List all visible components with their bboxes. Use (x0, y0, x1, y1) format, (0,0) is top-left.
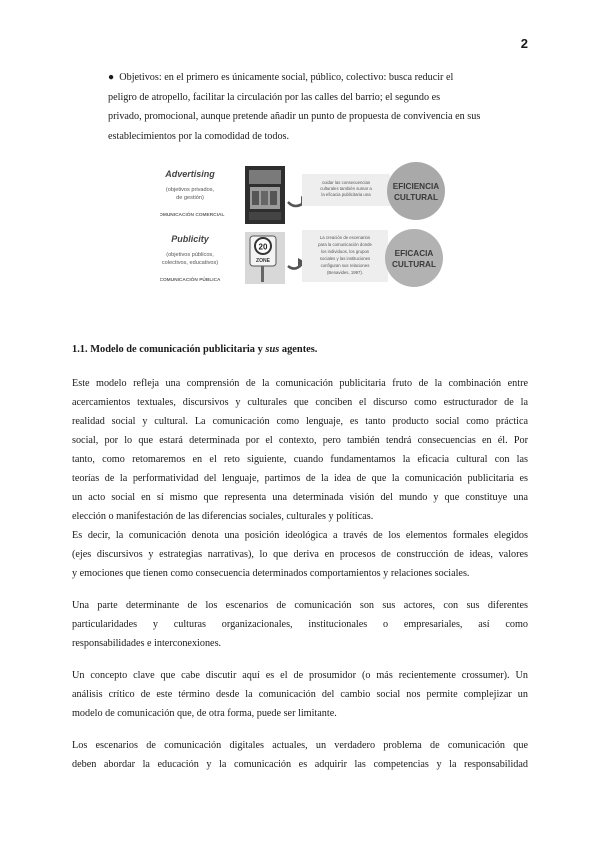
section-heading (72, 344, 317, 355)
paragraph-4-line: análisis crítico de este término desde la comunicación del cambio social nos permite complejizar un (72, 689, 528, 700)
publicity-note-6: (Benavides, 1997). (326, 270, 364, 275)
publicity-note-2: para la comunicación donde (318, 242, 372, 247)
bullet-line-4: establecimientos por la comodidad de todos. (108, 130, 290, 142)
eficiencia-circle (387, 162, 445, 220)
paragraph-2-line: (ejes discursivos y estrategias narrativas), lo que deriva en procesos de construcción de ideas, valores (72, 549, 528, 560)
publicity-subtitle-1: (objetivos públicos, (166, 252, 214, 258)
publicity-note-4: sociales y las instituciones (319, 256, 371, 261)
paragraph-1-line: teorías de la performatividad del lenguaje, partimos de la idea de que la comunicación publicitaria es (72, 473, 528, 484)
eficacia-label-1: EFICACIA (394, 249, 434, 258)
figure-diagram (160, 160, 480, 288)
section-title-end: agentes. (281, 344, 318, 355)
advertising-note-3: la eficacia publicitaria una (321, 192, 371, 197)
zone-sign-number: 20 (258, 242, 268, 252)
paragraph-1-line: elección o manifestación de las diferencias sociales, culturales y políticas. (72, 511, 374, 522)
paragraph-1 (72, 374, 528, 526)
advertising-subtitle-2: de gestión) (176, 195, 204, 201)
advertising-poster-image (245, 166, 285, 224)
paragraph-5-line: Los escenarios de comunicación digitales actuales, un verdadero problema de comunicación que (72, 740, 528, 751)
publicity-note-3: los individuos, los grupos (320, 249, 370, 254)
publicity-note-5: configuran sus relaciones (320, 263, 370, 268)
advertising-note-1: cuidar las consecuencias (321, 180, 371, 185)
paragraph-4-line: modelo de comunicación que, de otra forma, puede ser limitante. (72, 708, 337, 719)
paragraph-3 (72, 596, 528, 653)
bullet-line-3: privado, promocional, aunque pretende añadir un punto de propuesta de convivencia en sus (108, 111, 481, 122)
paragraph-2-line: y emociones que tienen como consecuencia determinados comportamientos y relaciones sociales. (72, 568, 470, 579)
paragraph-4-line: Un concepto clave que cabe discutir aquí es el de prosumidor (o más recientemente crossumer). Un (72, 670, 528, 681)
publicity-note-1: La creación de escenarios (319, 235, 371, 240)
bullet-objectives (108, 68, 528, 146)
publicity-title: Publicity (171, 234, 209, 244)
eficacia-label-2: CULTURAL (392, 260, 436, 269)
paragraph-2 (72, 526, 528, 583)
publicity-tag: COMUNICACIÓN PÚBLICA (160, 278, 221, 283)
section-title-italic: sus (265, 344, 280, 355)
paragraph-5 (72, 736, 528, 774)
paragraph-3-line: responsabilidades e interconexiones. (72, 638, 222, 649)
paragraph-2-line: Es decir, la comunicación denota una posición ideológica a través de los elementos formales elegidos (72, 530, 528, 541)
zone-sign-image (245, 232, 285, 284)
zone-sign-label: ZONE (256, 258, 270, 264)
paragraph-4 (72, 666, 528, 723)
advertising-note-2: culturales también sumar a (320, 186, 372, 191)
advertising-subtitle-1: (objetivos privados, (165, 187, 215, 193)
eficiencia-label-2: CULTURAL (394, 193, 438, 202)
paragraph-3-line: Una parte determinante de los escenarios de comunicación son sus actores, con sus diferentes (72, 600, 528, 611)
bullet-line-2: peligro de atropello, facilitar la circulación por las calles del barrio; el segundo es (108, 91, 441, 103)
paragraph-1-line: acercamientos textuales, discursivos y culturales que conciben el discurso como estructurador de la (72, 397, 528, 408)
paragraph-1-line: un acto social en sí mismo que representa una determinada visión del mundo y que constituye una (72, 492, 528, 503)
advertising-publicity-figure (160, 160, 480, 288)
advertising-tag: COMUNICACIÓN COMERCIAL (160, 213, 225, 218)
paragraph-1-line: tanto, como retomaremos en el reto siguiente, cuando fundamentamos la eficacia cultural con las (72, 454, 528, 465)
bullet-symbol: ● (108, 72, 115, 83)
bullet-line-1: ● Objetivos: en el primero es únicamente social, público, colectivo: busca reducir el (108, 72, 454, 83)
eficiencia-label-1: EFICIENCIA (392, 182, 440, 191)
paragraph-1-line: social, por lo que estará determinada por el contexto, pero también tendrá consecuencias en él. Por (72, 435, 528, 446)
section-title: Modelo de comunicación publicitaria y (90, 344, 263, 355)
advertising-title: Advertising (165, 169, 215, 179)
page-number: 2 (520, 36, 528, 51)
publicity-subtitle-2: colectivos, educativos) (161, 260, 219, 266)
paragraph-3-line: particularidades y culturas organizacionales, institucionales o empresariales, así como (72, 619, 528, 630)
paragraph-5-line: deben abordar la educación y la comunicación es adquirir las competencias y la responsabilidad (72, 759, 528, 770)
paragraph-1-line: realidad social y cultural. La comunicación como lenguaje, es tanto producto social como práctica (72, 416, 528, 427)
section-number: 1.1. (72, 344, 88, 355)
eficacia-circle (385, 229, 443, 287)
paragraph-1-line: Este modelo refleja una comprensión de la comunicación publicitaria fruto de la combinación entre (72, 378, 528, 389)
